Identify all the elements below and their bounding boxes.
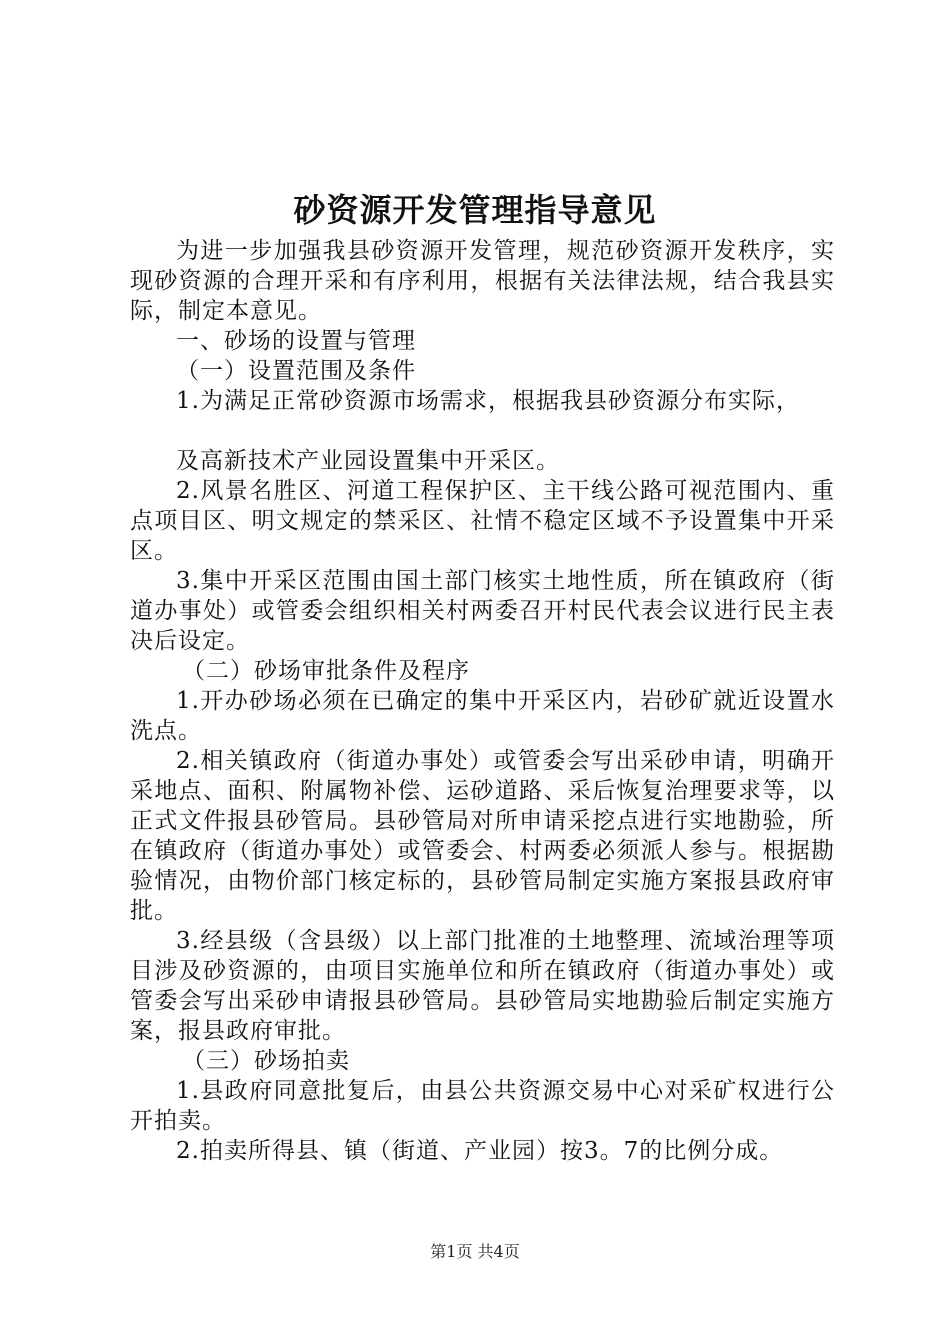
list-item: 2.风景名胜区、河道工程保护区、主干线公路可视范围内、重点项目区、明文规定的禁采区、社情不稳定区域不予设置集中开采区。 xyxy=(130,478,835,564)
blank-line xyxy=(130,416,835,446)
page-number-footer: 第1页 共4页 xyxy=(430,1242,520,1261)
list-item: 1.县政府同意批复后，由县公共资源交易中心对采矿权进行公开拍卖。 xyxy=(130,1078,835,1134)
list-item: 1.开办砂场必须在已确定的集中开采区内，岩砂矿就近设置水洗点。 xyxy=(130,688,835,744)
paragraph-intro: 为进一步加强我县砂资源开发管理，规范砂资源开发秩序，实现砂资源的合理开采和有序利用，根据有关法律法规，结合我县实际，制定本意见。 xyxy=(130,238,835,324)
list-item: 2.拍卖所得县、镇（街道、产业园）按3。7的比例分成。 xyxy=(176,1138,784,1164)
list-item: 2.相关镇政府（街道办事处）或管委会写出采砂申请，明确开采地点、面积、附属物补偿、运砂道路、采后恢复治理要求等，以正式文件报县砂管局。县砂管局对所申请采挖点进行实地勘验，所在镇政府（街道办事处）或管委会、村两委必须派人参与。根据勘验情况，由物价部门核定标的，县砂管局制定实施方案报县政府审批。 xyxy=(130,748,835,924)
subsection-heading-2: （二）砂场审批条件及程序 xyxy=(182,658,470,684)
page-title: 砂资源开发管理指导意见 xyxy=(293,191,657,229)
subsection-heading-3: （三）砂场拍卖 xyxy=(182,1048,350,1074)
section-heading-1: 一、砂场的设置与管理 xyxy=(176,328,416,354)
list-item-continuation: 及高新技术产业园设置集中开采区。 xyxy=(176,448,560,474)
document-body xyxy=(130,236,835,1166)
list-item: 3.经县级（含县级）以上部门批准的土地整理、流域治理等项目涉及砂资源的，由项目实施单位和所在镇政府（街道办事处）或管委会写出采砂申请报县砂管局。县砂管局实地勘验后制定实施方案，报县政府审批。 xyxy=(130,928,835,1044)
subsection-heading-1: （一）设置范围及条件 xyxy=(176,358,416,384)
list-item: 3.集中开采区范围由国土部门核实土地性质，所在镇政府（街道办事处）或管委会组织相关村两委召开村民代表会议进行民主表决后设定。 xyxy=(130,568,835,654)
list-item: 1.为满足正常砂资源市场需求，根据我县砂资源分布实际， xyxy=(176,388,800,414)
